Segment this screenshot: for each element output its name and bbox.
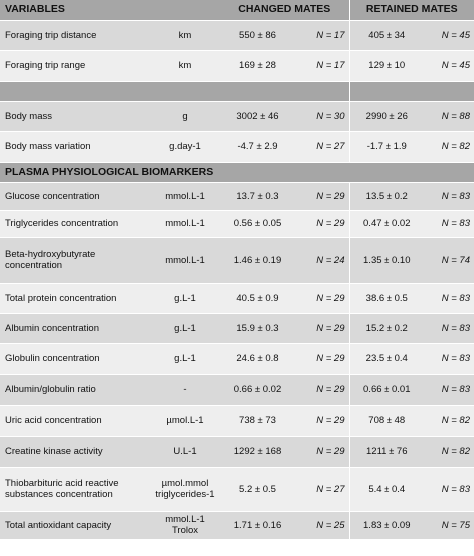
unit-cell: km bbox=[150, 20, 220, 50]
variable-name: Foraging trip distance bbox=[0, 20, 150, 50]
changed-n: N = 29 bbox=[295, 313, 349, 343]
spacer-row bbox=[0, 81, 474, 101]
changed-n: N = 27 bbox=[295, 131, 349, 162]
variable-name: Thiobarbituric acid reactive substances concentration bbox=[0, 467, 150, 511]
unit-cell: g.day-1 bbox=[150, 131, 220, 162]
table-row bbox=[0, 436, 474, 467]
table-row bbox=[0, 20, 474, 50]
header-row bbox=[0, 0, 474, 20]
section-header-row bbox=[0, 162, 474, 182]
unit-cell: mmol.L-1 bbox=[150, 210, 220, 237]
unit-cell: g.L-1 bbox=[150, 343, 220, 374]
unit-cell: g.L-1 bbox=[150, 283, 220, 313]
retained-n: N = 83 bbox=[424, 283, 474, 313]
header-variables: VARIABLES bbox=[0, 0, 220, 20]
unit-cell: U.L-1 bbox=[150, 436, 220, 467]
changed-n: N = 29 bbox=[295, 182, 349, 210]
variable-name: Creatine kinase activity bbox=[0, 436, 150, 467]
table-row bbox=[0, 101, 474, 131]
table-row bbox=[0, 313, 474, 343]
changed-n: N = 30 bbox=[295, 101, 349, 131]
changed-n: N = 25 bbox=[295, 511, 349, 539]
table-row bbox=[0, 343, 474, 374]
changed-value: 40.5 ± 0.9 bbox=[220, 283, 295, 313]
table-row bbox=[0, 50, 474, 81]
changed-n: N = 29 bbox=[295, 283, 349, 313]
retained-n: N = 88 bbox=[424, 101, 474, 131]
retained-value: 23.5 ± 0.4 bbox=[349, 343, 424, 374]
unit-cell: mmol.L-1 bbox=[150, 237, 220, 283]
retained-n: N = 83 bbox=[424, 210, 474, 237]
retained-n: N = 82 bbox=[424, 405, 474, 436]
table-row bbox=[0, 405, 474, 436]
retained-value: -1.7 ± 1.9 bbox=[349, 131, 424, 162]
retained-value: 2990 ± 26 bbox=[349, 101, 424, 131]
retained-n: N = 83 bbox=[424, 182, 474, 210]
retained-n: N = 83 bbox=[424, 467, 474, 511]
changed-n: N = 27 bbox=[295, 467, 349, 511]
variable-name: Body mass bbox=[0, 101, 150, 131]
variable-name: Uric acid concentration bbox=[0, 405, 150, 436]
changed-n: N = 29 bbox=[295, 405, 349, 436]
retained-n: N = 83 bbox=[424, 374, 474, 405]
variable-name: Triglycerides concentration bbox=[0, 210, 150, 237]
changed-value: 169 ± 28 bbox=[220, 50, 295, 81]
section-title: PLASMA PHYSIOLOGICAL BIOMARKERS bbox=[0, 162, 474, 182]
table-row bbox=[0, 237, 474, 283]
variable-name: Total protein concentration bbox=[0, 283, 150, 313]
table-row bbox=[0, 131, 474, 162]
changed-value: 5.2 ± 0.5 bbox=[220, 467, 295, 511]
unit-cell: g.L-1 bbox=[150, 313, 220, 343]
plasma-rows bbox=[0, 182, 474, 539]
retained-value: 0.66 ± 0.01 bbox=[349, 374, 424, 405]
header-retained-mates: RETAINED MATES bbox=[349, 0, 474, 20]
variable-name: Body mass variation bbox=[0, 131, 150, 162]
retained-value: 129 ± 10 bbox=[349, 50, 424, 81]
retained-value: 13.5 ± 0.2 bbox=[349, 182, 424, 210]
variable-name: Glucose concentration bbox=[0, 182, 150, 210]
unit-cell: g bbox=[150, 101, 220, 131]
changed-value: 13.7 ± 0.3 bbox=[220, 182, 295, 210]
changed-value: 15.9 ± 0.3 bbox=[220, 313, 295, 343]
retained-n: N = 74 bbox=[424, 237, 474, 283]
unit-cell: - bbox=[150, 374, 220, 405]
unit-cell: mmol.L-1 bbox=[150, 182, 220, 210]
changed-n: N = 29 bbox=[295, 436, 349, 467]
retained-n: N = 83 bbox=[424, 313, 474, 343]
retained-n: N = 83 bbox=[424, 343, 474, 374]
retained-n: N = 45 bbox=[424, 50, 474, 81]
changed-value: 550 ± 86 bbox=[220, 20, 295, 50]
changed-value: 0.66 ± 0.02 bbox=[220, 374, 295, 405]
variable-name: Albumin concentration bbox=[0, 313, 150, 343]
changed-value: -4.7 ± 2.9 bbox=[220, 131, 295, 162]
retained-value: 38.6 ± 0.5 bbox=[349, 283, 424, 313]
table-row bbox=[0, 182, 474, 210]
variable-name: Beta-hydroxybutyrate concentration bbox=[0, 237, 150, 283]
retained-n: N = 75 bbox=[424, 511, 474, 539]
table-row bbox=[0, 283, 474, 313]
variable-name: Albumin/globulin ratio bbox=[0, 374, 150, 405]
changed-n: N = 17 bbox=[295, 20, 349, 50]
unit-cell: mmol.L-1 Trolox bbox=[150, 511, 220, 539]
changed-value: 3002 ± 46 bbox=[220, 101, 295, 131]
changed-n: N = 29 bbox=[295, 343, 349, 374]
variable-name: Foraging trip range bbox=[0, 50, 150, 81]
unit-cell: µmol.mmol triglycerides-1 bbox=[150, 467, 220, 511]
changed-n: N = 17 bbox=[295, 50, 349, 81]
variable-name: Globulin concentration bbox=[0, 343, 150, 374]
changed-value: 1292 ± 168 bbox=[220, 436, 295, 467]
retained-n: N = 45 bbox=[424, 20, 474, 50]
retained-value: 1.35 ± 0.10 bbox=[349, 237, 424, 283]
changed-value: 1.71 ± 0.16 bbox=[220, 511, 295, 539]
changed-value: 24.6 ± 0.8 bbox=[220, 343, 295, 374]
retained-value: 5.4 ± 0.4 bbox=[349, 467, 424, 511]
changed-n: N = 24 bbox=[295, 237, 349, 283]
table-row bbox=[0, 210, 474, 237]
retained-value: 0.47 ± 0.02 bbox=[349, 210, 424, 237]
table-row bbox=[0, 467, 474, 511]
changed-value: 738 ± 73 bbox=[220, 405, 295, 436]
changed-value: 0.56 ± 0.05 bbox=[220, 210, 295, 237]
header-changed-mates: CHANGED MATES bbox=[220, 0, 349, 20]
table-row bbox=[0, 511, 474, 539]
table-row bbox=[0, 374, 474, 405]
retained-value: 1.83 ± 0.09 bbox=[349, 511, 424, 539]
retained-value: 708 ± 48 bbox=[349, 405, 424, 436]
retained-value: 1211 ± 76 bbox=[349, 436, 424, 467]
unit-cell: µmol.L-1 bbox=[150, 405, 220, 436]
changed-n: N = 29 bbox=[295, 210, 349, 237]
changed-n: N = 29 bbox=[295, 374, 349, 405]
unit-cell: km bbox=[150, 50, 220, 81]
retained-n: N = 82 bbox=[424, 436, 474, 467]
variable-name: Total antioxidant capacity bbox=[0, 511, 150, 539]
retained-value: 405 ± 34 bbox=[349, 20, 424, 50]
changed-value: 1.46 ± 0.19 bbox=[220, 237, 295, 283]
retained-value: 15.2 ± 0.2 bbox=[349, 313, 424, 343]
retained-n: N = 82 bbox=[424, 131, 474, 162]
